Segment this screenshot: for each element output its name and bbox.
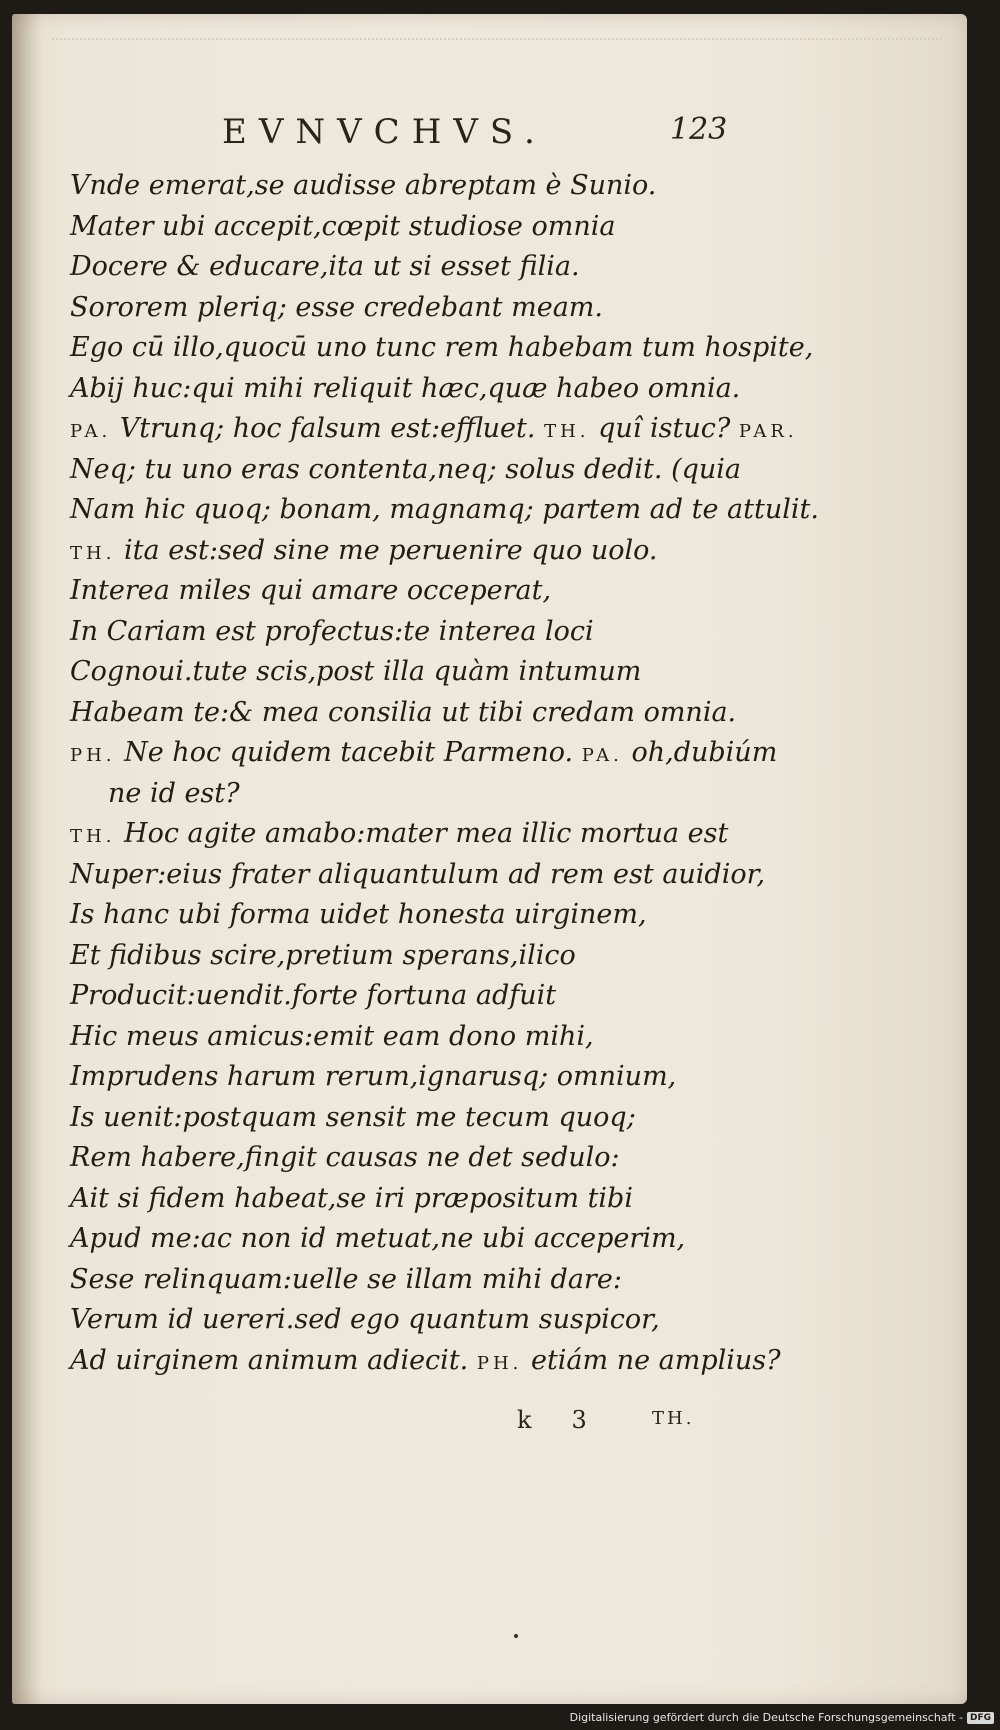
- line-text: Vtrunq; hoc falsum est:effluet.: [119, 413, 536, 444]
- speaker-label: PH.: [476, 1352, 523, 1374]
- signature-mark: [517, 1406, 627, 1434]
- line-text: Ego cū illo,quocū uno tunc rem habebam tum hospite,: [70, 332, 814, 363]
- verse-line: [70, 1057, 730, 1098]
- verse-lines: [70, 166, 819, 1381]
- verse-line: [70, 1219, 730, 1260]
- line-text: Sororem pleriq; esse credebant meam.: [70, 291, 603, 323]
- line-text: (quia: [671, 453, 742, 485]
- verse-line: [70, 895, 730, 936]
- line-text: Cognoui.tute scis,post illa quàm intumum: [70, 656, 642, 687]
- verse-line: [70, 652, 730, 693]
- verse-line: [70, 855, 766, 896]
- verse-line: [70, 450, 742, 491]
- speaker-label: PA.: [581, 745, 623, 766]
- catchword: TH.: [652, 1408, 695, 1429]
- running-head: EVNVCHVS.: [222, 112, 547, 152]
- footer-credit: Digitalisierung gefördert durch die Deutsche Forschungsgemeinschaft -: [569, 1711, 963, 1724]
- verse-line: [70, 288, 730, 329]
- verse-line: [70, 409, 798, 450]
- verse-line: [70, 490, 819, 531]
- line-text: Hoc agite amabo:mater mea illic mortua est: [124, 818, 729, 849]
- line-text: Rem habere,fingit causas ne det sedulo:: [70, 1142, 620, 1173]
- verse-line: [70, 733, 778, 774]
- verse-line: [70, 1300, 730, 1341]
- line-text: Ait si fidem habeat,se iri præpositum tibi: [70, 1182, 633, 1214]
- gutter-shadow: [12, 14, 42, 1704]
- book-page: [12, 14, 967, 1704]
- line-text: Vnde emerat,se audisse abreptam è Sunio.: [70, 170, 657, 201]
- verse-line: [70, 247, 730, 288]
- verse-line: [70, 612, 730, 653]
- line-text: Nuper:eius frater aliquantulum ad rem est auidior,: [70, 858, 766, 890]
- speaker-label: TH.: [70, 542, 116, 564]
- signature-letter: k: [517, 1406, 532, 1434]
- dotted-rule: [52, 38, 942, 40]
- verse-line: [70, 1138, 730, 1179]
- speaker-label: TH.: [544, 421, 590, 442]
- speaker-label: PH.: [70, 745, 116, 766]
- line-text: oh,dubiúm: [631, 737, 778, 768]
- verse-line: [70, 1341, 781, 1382]
- line-text: Interea miles qui amare occeperat,: [70, 575, 552, 606]
- line-text: Is hanc ubi forma uidet honesta uirginem,: [70, 899, 647, 930]
- line-text: Et fidibus scire,pretium sperans,ilico: [70, 939, 576, 971]
- line-text: Docere & educare,ita ut si esset filia.: [70, 251, 580, 282]
- verse-line: [70, 1179, 730, 1220]
- verse-line: [70, 328, 814, 369]
- line-text: etiám ne amplius?: [530, 1344, 781, 1376]
- line-text: Ne hoc quidem tacebit Parmeno.: [124, 737, 574, 768]
- verse-line: [70, 774, 730, 815]
- line-text: Hic meus amicus:emit eam dono mihi,: [70, 1020, 594, 1052]
- signature-number: 3: [571, 1406, 587, 1434]
- dfg-logo: DFG: [967, 1712, 994, 1724]
- verse-line: [70, 976, 730, 1017]
- ink-speck: [514, 1634, 518, 1638]
- line-text: Ad uirginem animum adiecit.: [70, 1344, 469, 1376]
- line-text: Apud me:ac non id metuat,ne ubi acceperim,: [70, 1223, 686, 1254]
- verse-line: [70, 1017, 730, 1058]
- verse-line: [70, 1098, 730, 1139]
- line-text: Is uenit:postquam sensit me tecum quoq;: [70, 1101, 636, 1133]
- line-text: Habeam te:& mea consilia ut tibi credam omnia.: [70, 696, 737, 728]
- verse-line: [70, 207, 730, 248]
- verse-line: [70, 814, 730, 855]
- line-text: Nam hic quoq; bonam, magnamq; partem ad te attulit.: [70, 494, 819, 525]
- line-text: ita est:sed sine me peruenire quo uolo.: [124, 534, 658, 566]
- line-text: Abij huc:qui mihi reliquit hæc,quæ habeo omnia.: [70, 372, 741, 404]
- line-text: ne id est?: [108, 777, 240, 809]
- line-text: In Cariam est profectus:te interea loci: [70, 615, 594, 647]
- line-text: Sese relinquam:uelle se illam mihi dare:: [70, 1263, 622, 1295]
- line-text: Neq; tu uno eras contenta,neq; solus dedit.: [70, 453, 663, 485]
- line-text: quî istuc?: [598, 413, 731, 444]
- verse-line: [70, 571, 730, 612]
- line-text: Imprudens harum rerum,ignarusq; omnium,: [70, 1061, 677, 1092]
- line-text: Verum id uereri.sed ego quantum suspicor,: [70, 1304, 660, 1335]
- verse-line: [70, 693, 737, 734]
- verse-line: [70, 166, 730, 207]
- line-text: Mater ubi accepit,cœpit studiose omnia: [70, 210, 616, 242]
- digitization-footer: [570, 1711, 994, 1724]
- speaker-label: PA.: [70, 421, 112, 442]
- page-number: 123: [670, 112, 728, 147]
- line-text: Producit:uendit.forte fortuna adfuit: [70, 980, 557, 1011]
- verse-line: [70, 936, 730, 977]
- verse-line: [70, 369, 741, 410]
- verse-line: [70, 531, 730, 572]
- speaker-label: TH.: [70, 826, 116, 847]
- speaker-label: PAR.: [738, 421, 798, 442]
- verse-line: [70, 1260, 730, 1301]
